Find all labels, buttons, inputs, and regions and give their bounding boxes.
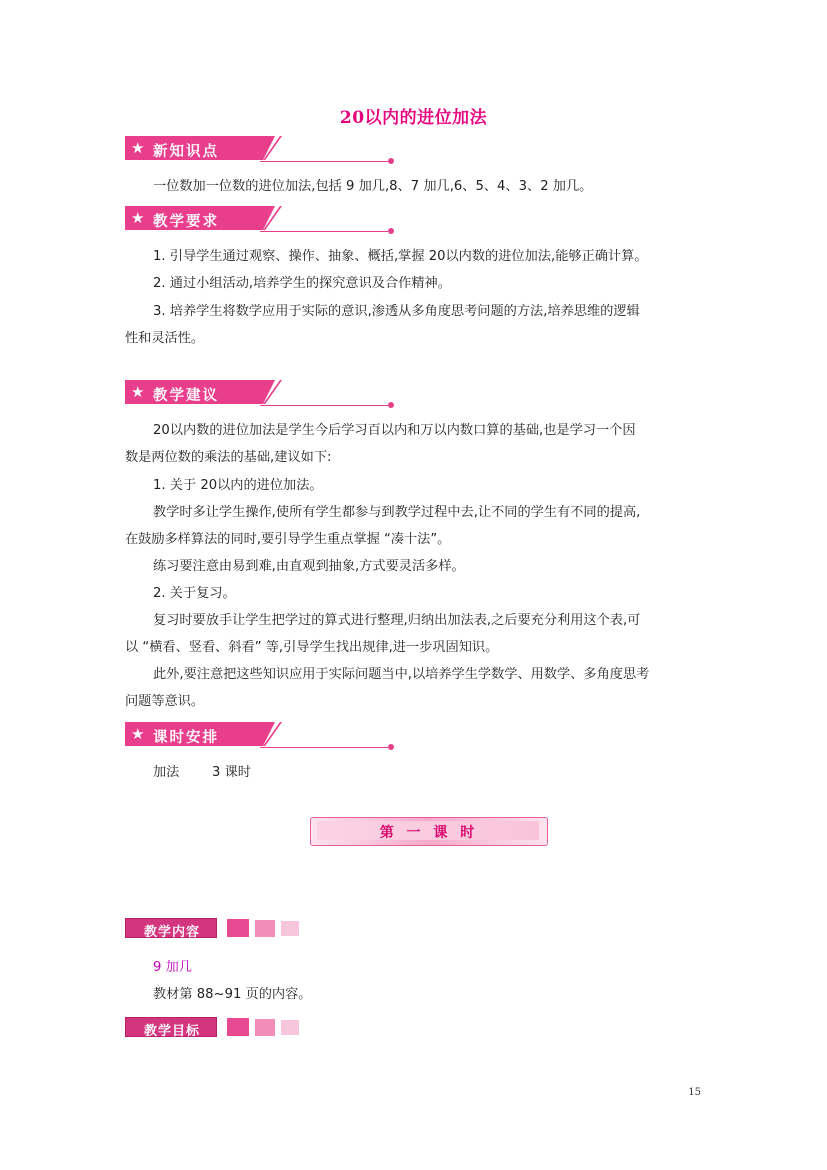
page-title: 20以内的进位加法 xyxy=(339,108,488,128)
section-underline xyxy=(260,747,388,748)
lesson-label: 第 一 课 时 xyxy=(379,825,479,841)
suggestion-line: 2. 关于复习。 xyxy=(153,586,236,601)
content-text: 教材第 88~91 页的内容。 xyxy=(153,987,312,1002)
requirement-item-cont: 性和灵活性。 xyxy=(125,331,205,346)
section-label: 新知识点 xyxy=(153,144,219,160)
page-number: 15 xyxy=(688,1087,701,1098)
schedule-item: 加法 xyxy=(153,765,180,780)
requirement-item: 3. 培养学生将数学应用于实际的意识,渗透从多角度思考问题的方法,培养思维的逻辑 xyxy=(153,304,640,319)
square-decoration xyxy=(281,921,299,936)
square-decoration xyxy=(281,1020,299,1035)
requirement-item: 1. 引导学生通过观察、操作、抽象、概括,掌握 20以内数的进位加法,能够正确计算。 xyxy=(153,249,648,264)
tag-teaching-content xyxy=(125,918,305,938)
section-underline xyxy=(260,231,388,232)
star-icon: ★ xyxy=(131,725,145,743)
section-underline xyxy=(260,405,388,406)
tag-label: 教学目标 xyxy=(143,1024,200,1039)
suggestion-line: 此外,要注意把这些知识应用于实际问题当中,以培养学生学数学、用数学、多角度思考 xyxy=(153,667,650,682)
tag-label: 教学内容 xyxy=(143,925,200,940)
section-label: 课时安排 xyxy=(153,730,219,746)
star-icon: ★ xyxy=(131,209,145,227)
suggestion-line: 数是两位数的乘法的基础,建议如下: xyxy=(125,450,332,465)
section-header-suggestions xyxy=(125,380,395,406)
content-topic: 9 加几 xyxy=(153,960,192,975)
dot-icon xyxy=(388,228,394,234)
dot-icon xyxy=(388,402,394,408)
section-label: 教学要求 xyxy=(153,214,219,230)
section-label: 教学建议 xyxy=(153,388,219,404)
suggestion-line: 教学时多让学生操作,使所有学生都参与到教学过程中去,让不同的学生有不同的提高, xyxy=(153,505,641,520)
star-icon: ★ xyxy=(131,139,145,157)
dot-icon xyxy=(388,158,394,164)
suggestion-line: 20以内数的进位加法是学生今后学习百以内和万以内数口算的基础,也是学习一个因 xyxy=(153,423,636,438)
suggestion-line: 练习要注意由易到难,由直观到抽象,方式要灵活多样。 xyxy=(153,559,465,574)
schedule-hours: 3 课时 xyxy=(212,765,251,780)
section-header-schedule xyxy=(125,722,395,748)
star-icon: ★ xyxy=(131,383,145,401)
lesson-banner xyxy=(310,817,548,846)
new-knowledge-text: 一位数加一位数的进位加法,包括 9 加几,8、7 加几,6、5、4、3、2 加几。 xyxy=(153,179,593,194)
tag-label-box xyxy=(125,1017,217,1037)
square-decoration xyxy=(227,1018,249,1036)
square-decoration xyxy=(255,920,275,937)
suggestion-line: 复习时要放手让学生把学过的算式进行整理,归纳出加法表,之后要充分利用这个表,可 xyxy=(153,613,641,628)
suggestion-line: 问题等意识。 xyxy=(125,694,205,709)
suggestion-line: 1. 关于 20以内的进位加法。 xyxy=(153,478,323,493)
suggestion-line: 在鼓励多样算法的同时,要引导学生重点掌握 “凑十法”。 xyxy=(125,532,451,547)
section-header-new-knowledge xyxy=(125,136,395,162)
tag-teaching-goal xyxy=(125,1017,305,1037)
dot-icon xyxy=(388,744,394,750)
section-header-requirements xyxy=(125,206,395,232)
section-underline xyxy=(260,161,388,162)
requirement-item: 2. 通过小组活动,培养学生的探究意识及合作精神。 xyxy=(153,276,451,291)
suggestion-line: 以 “横看、竖看、斜看” 等,引导学生找出规律,进一步巩固知识。 xyxy=(125,640,499,655)
square-decoration xyxy=(255,1019,275,1036)
square-decoration xyxy=(227,919,249,937)
tag-label-box xyxy=(125,918,217,938)
